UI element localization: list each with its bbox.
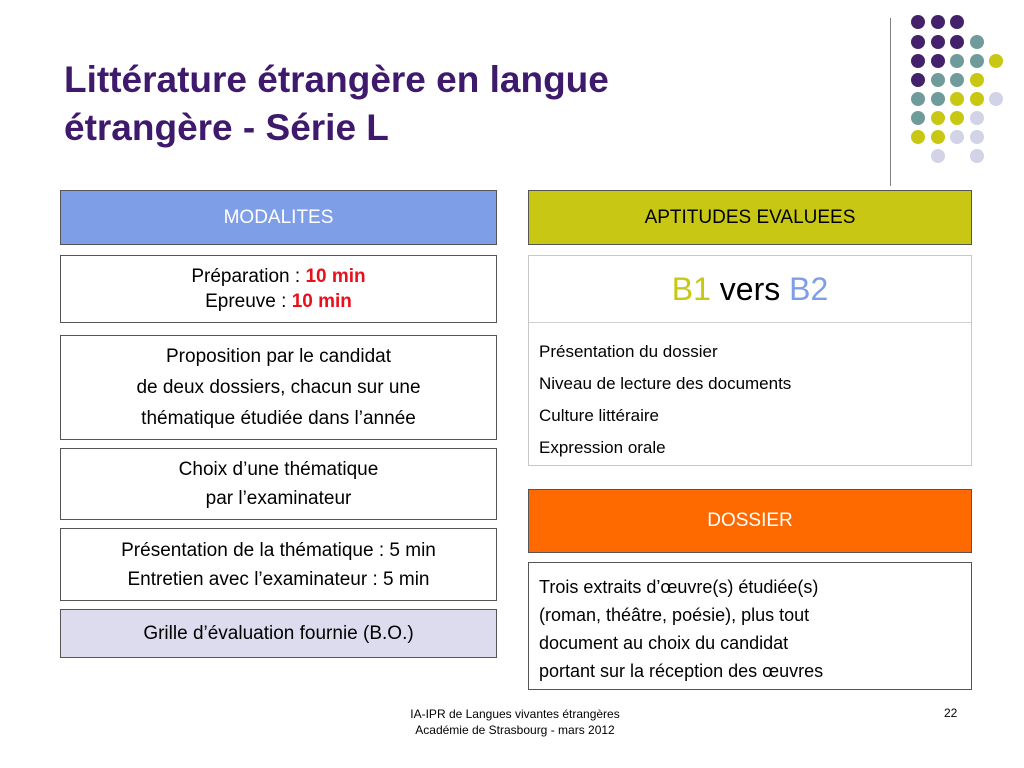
page-number: 22 (944, 706, 958, 720)
level-word: vers (719, 270, 781, 307)
decorative-dot (950, 15, 964, 29)
level-from: B1 (671, 270, 711, 307)
decorative-dot (950, 54, 964, 68)
decorative-dot (950, 35, 964, 49)
title-line-1: Littérature étrangère en langue (64, 59, 609, 100)
decorative-dot (970, 111, 984, 125)
slide-title (64, 56, 824, 152)
proposition-line: thématique étudiée dans l’année (141, 408, 416, 429)
decorative-dot (931, 130, 945, 144)
decorative-dot (911, 92, 925, 106)
presentation-box (60, 528, 497, 601)
dossier-line: Trois extraits d’œuvre(s) étudiée(s) (539, 577, 819, 597)
decorative-dot (989, 54, 1003, 68)
decorative-dot (931, 149, 945, 163)
decorative-dot (911, 35, 925, 49)
dossier-header (528, 489, 972, 553)
dossier-header-label: DOSSIER (707, 510, 793, 531)
decorative-dot (931, 35, 945, 49)
preparation-value: 10 min (305, 266, 366, 287)
modalites-header (60, 190, 497, 245)
decorative-dot (911, 111, 925, 125)
list-item: Présentation du dossier (539, 342, 718, 361)
proposition-line: Proposition par le candidat (166, 346, 391, 367)
decorative-dot (911, 130, 925, 144)
decorative-dot (931, 73, 945, 87)
decorative-dot (950, 111, 964, 125)
decorative-dot (970, 73, 984, 87)
decorative-dot (911, 15, 925, 29)
footer-line-1: IA-IPR de Langues vivantes étrangères (410, 707, 620, 721)
decorative-dot (970, 35, 984, 49)
proposition-box (60, 335, 497, 440)
decorative-dot (911, 73, 925, 87)
decorative-dot (970, 149, 984, 163)
decorative-dot (970, 92, 984, 106)
proposition-line: de deux dossiers, chacun sur une (136, 377, 421, 398)
decorative-dot (989, 92, 1003, 106)
presentation-line: Présentation de la thématique : 5 min (121, 539, 436, 561)
choix-line: Choix d’une thématique (178, 459, 379, 480)
aptitudes-list (539, 336, 791, 464)
decorative-dot (950, 92, 964, 106)
list-item: Culture littéraire (539, 406, 659, 425)
preparation-label: Préparation : (191, 266, 306, 287)
dossier-line: (roman, théâtre, poésie), plus tout (539, 605, 810, 625)
dossier-line: portant sur la réception des œuvres (539, 661, 824, 681)
dossier-description (529, 563, 971, 685)
level-range (529, 256, 971, 323)
level-to: B2 (789, 270, 829, 307)
footer-line-2: Académie de Strasbourg - mars 2012 (415, 723, 615, 737)
grille-box (60, 609, 497, 658)
aptitudes-box (528, 255, 972, 466)
dossier-box (528, 562, 972, 690)
list-item: Niveau de lecture des documents (539, 374, 792, 393)
aptitudes-header (528, 190, 972, 245)
decorative-dot (931, 54, 945, 68)
decorative-dot (931, 92, 945, 106)
decorative-dot (970, 54, 984, 68)
presentation-line: Entretien avec l’examinateur : 5 min (127, 568, 430, 590)
vertical-divider (890, 18, 891, 186)
timing-box (60, 255, 497, 323)
preparation-line (191, 264, 365, 289)
choix-box (60, 448, 497, 520)
dossier-line: document au choix du candidat (539, 633, 789, 653)
decorative-dot (950, 73, 964, 87)
modalites-header-label: MODALITES (223, 206, 334, 228)
decorative-dot (970, 130, 984, 144)
decorative-dot (950, 130, 964, 144)
epreuve-value: 10 min (291, 291, 352, 312)
decorative-dot (931, 15, 945, 29)
epreuve-label: Epreuve : (205, 291, 292, 312)
footer (350, 706, 680, 738)
choix-line: par l’examinateur (205, 488, 352, 509)
title-line-2: étrangère - Série L (64, 107, 389, 148)
decorative-dot (911, 54, 925, 68)
aptitudes-header-label: APTITUDES EVALUEES (644, 206, 856, 228)
list-item: Expression orale (539, 438, 666, 457)
decorative-dot (931, 111, 945, 125)
grille-text: Grille d’évaluation fournie (B.O.) (143, 623, 414, 644)
epreuve-line (205, 289, 352, 314)
